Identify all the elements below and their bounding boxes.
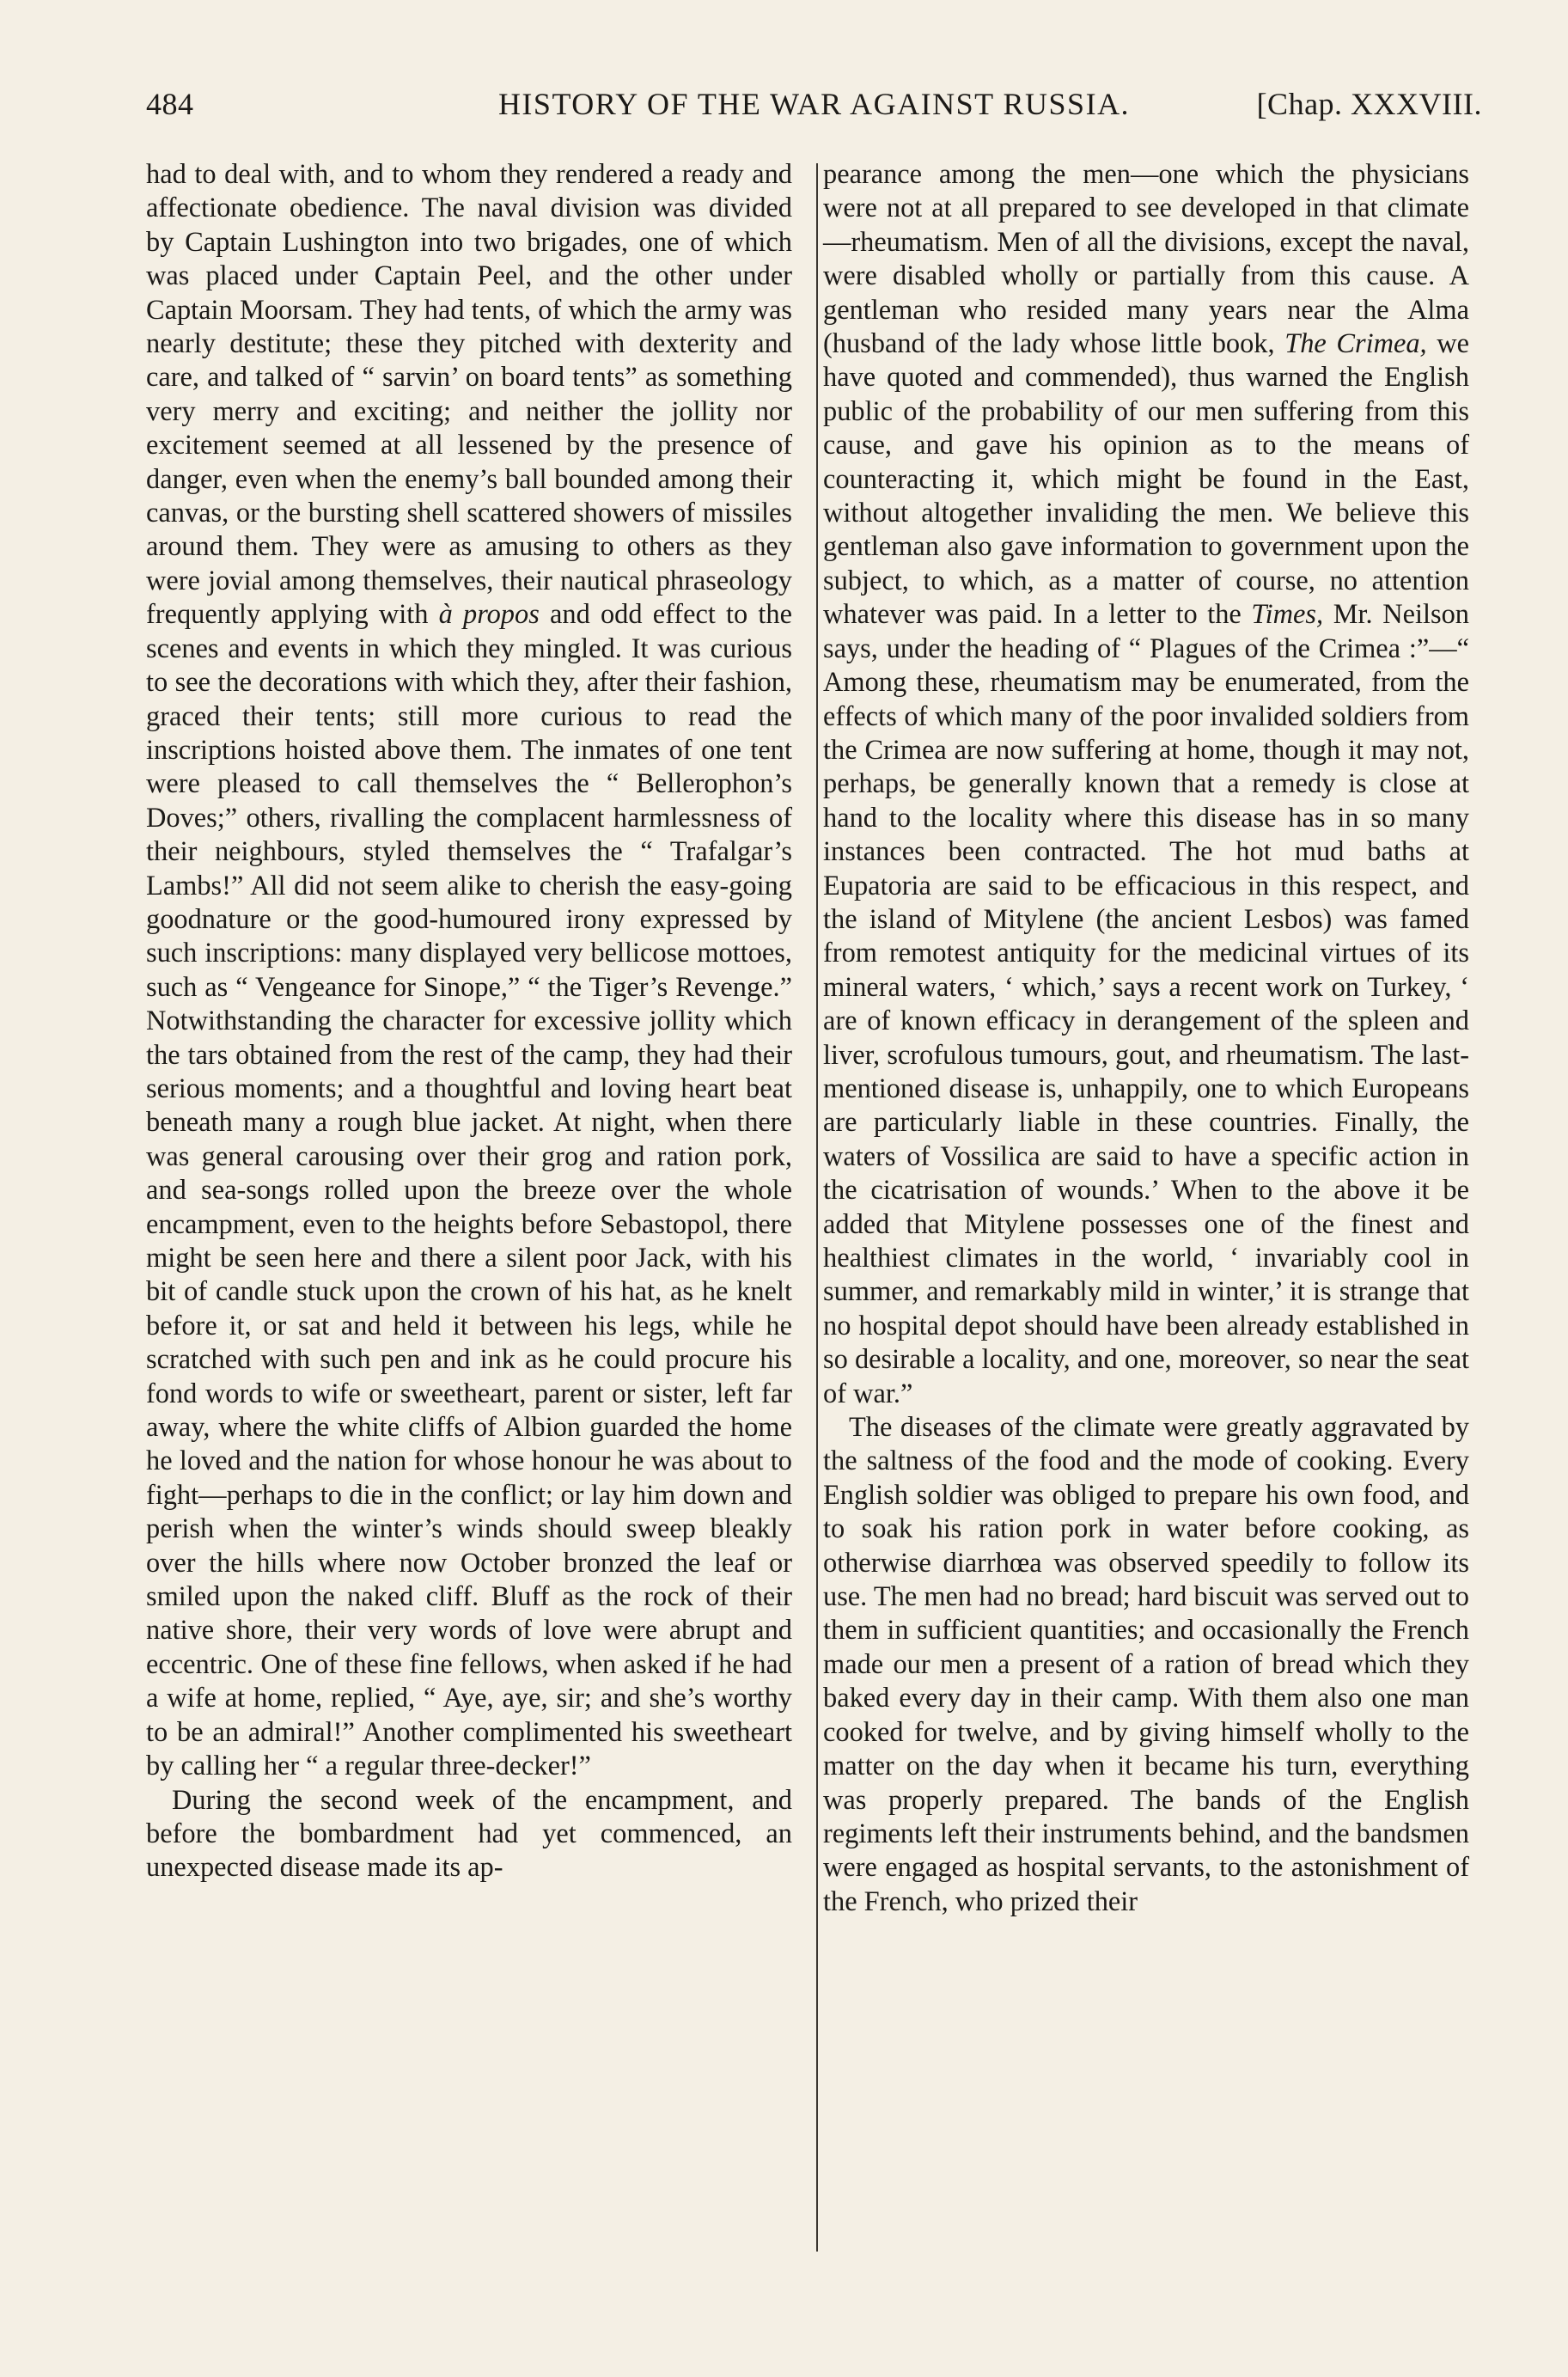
left-paragraph-1 [146,158,792,1784]
italic-run: The Crimea, [1284,328,1427,360]
text-run: Mr. Neilson says, under the heading of “ Plagues of the Crimea :”—“ Among these, rheumatism may be enumerated, from the effects of which many of the poor invalided soldiers from the Crimea are now suffering at home, though it may not, perhaps, be generally known that a remedy is close at hand to the locality where this disease has in so many instances been contracted. The hot mud baths at Eupatoria are said to be efficacious in this respect, and the island of Mitylene (the ancient Lesbos) was famed from remotest antiquity for the medicinal virtues of its mineral waters, ‘ which,’ says a recent work on Turkey, ‘ are of known efficacy in derangement of the spleen and liver, scrofulous tumours, gout, and rheumatism. The last-mentioned disease is, unhappily, one to which Europeans are particularly liable in these countries. Finally, the waters of Vossilica are said to have a specific action in the cicatrisation of wounds.’ When to the above it be added that Mitylene possesses one of the finest and healthiest climates in the world, ‘ invariably cool in summer, and remarkably mild in winter,’ it is strange that no hospital depot should have been already established in so desirable a locality, and one, moreover, so near the seat of war.” [823,599,1469,1409]
text-run: we have quoted and commended), thus warned the English public of the probability of our men suffering from this cause, and gave his opinion as to the means of counteracting it, which might be found in the East, without altogether invaliding the men. We believe this gentleman also gave information to government upon the subject, to which, as a matter of course, no attention whatever was paid. In a letter to the [823,328,1469,631]
right-paragraph-2: The diseases of the climate were greatly aggravated by the saltness of the food and the mode of cooking. Every English soldier was obliged to prepare his own food, and to soak his ration pork in water before cooking, as otherwise diarrhœa was observed speedily to follow its use. The men had no bread; hard biscuit was served out to them in sufficient quantities; and occasionally the French made our men a present of a ration of bread which they baked every day in their camp. With them also one man cooked for twelve, and by giving himself wholly to the matter on the day when it became his turn, everything was properly prepared. The bands of the English regiments left their instruments behind, and the bandsmen were engaged as hospital servants, to the astonishment of the French, who prized their [823,1412,1470,1917]
left-column [146,158,792,1885]
column-divider [816,163,818,2252]
italic-run: à propos [438,599,540,631]
left-paragraph-2: During the second week of the encampment, and before the bombardment had yet commenced, an unexpected disease made its ap- [146,1784,792,1884]
running-title: HISTORY OF THE WAR AGAINST RUSSIA. [497,87,1131,121]
chapter-label: [Chap. XXXVIII. [1256,87,1482,121]
text-run: had to deal with, and to whom they rendered a ready and affectionate obedience. The naval division was divided by Captain Lushington into two brigades, one of which was placed under Captain Peel, and the other under Captain Moorsam. They had tents, of which the army was nearly destitute; these they pitched with dexterity and care, and talked of “ sarvin’ on board tents” as something very merry and exciting; and neither the jollity nor excitement seemed at all lessened by the presence of danger, even when the enemy’s ball bounded among their canvas, or the bursting shell scattered showers of missiles around them. They were as amusing to others as they were jovial among themselves, their nautical phraseology frequently applying with [146,159,792,631]
right-column [823,158,1469,1919]
right-paragraph-1 [823,158,1469,1411]
text-run: pearance among the men—one which the physicians were not at all prepared to see developed in that climate—rheumatism. Men of all the divisions, except the naval, were disabled wholly or partially from this cause. A gentleman who resided many years near the Alma (husband of the lady whose little book, [823,159,1469,360]
text-run: and odd effect to the scenes and events in which they mingled. It was curious to see the decorations with which they, after their fashion, graced their tents; still more curious to read the inscriptions hoisted above them. The inmates of one tent were pleased to call themselves the “ Bellerophon’s Doves;” others, rivalling the complacent harmlessness of their neighbours, styled themselves the “ Trafalgar’s Lambs!” All did not seem alike to cherish the easy-going goodnature or the good-humoured irony expressed by such inscriptions: many displayed very bellicose mottoes, such as “ Vengeance for Sinope,” “ the Tiger’s Revenge.” Notwithstanding the character for excessive jollity which the tars obtained from the rest of the camp, they had their serious moments; and a thoughtful and loving heart beat beneath many a rough blue jacket. At night, when there was general carousing over their grog and ration pork, and sea-songs rolled upon the breeze over the whole encampment, even to the heights before Sebastopol, there might be seen here and there a silent poor Jack, with his bit of candle stuck upon the crown of his hat, as he knelt before it, or sat and held it between his legs, while he scratched with such pen and ink as he could procure his fond words to wife or sweetheart, parent or sister, left far away, where the white cliffs of Albion guarded the home he loved and the nation for whose honour he was about to fight—perhaps to die in the conflict; or lay him down and perish when the winter’s winds should sweep bleakly over the hills where now October bronzed the leaf or smiled upon the naked cliff. Bluff as the rock of their native shore, their very words of love were abrupt and eccentric. One of these fine fellows, when asked if he had a wife at home, replied, “ Aye, aye, sir; and she’s worthy to be an admiral!” Another complimented his sweetheart by calling her “ a regular three-decker!” [146,599,792,1782]
running-header [146,86,1482,134]
page-number: 484 [146,87,194,121]
italic-run: Times, [1251,599,1324,631]
